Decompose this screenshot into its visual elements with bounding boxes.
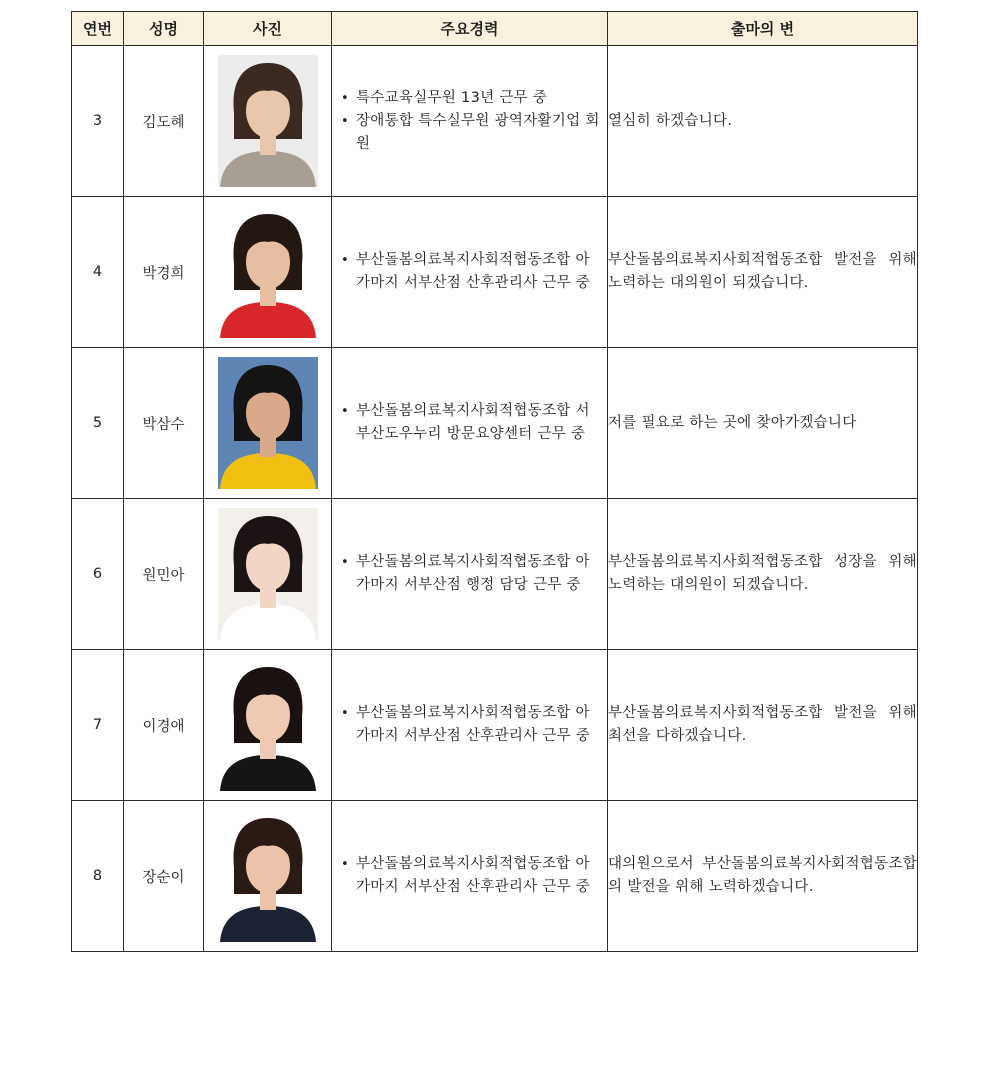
candidate-photo-cell [204, 197, 332, 348]
career-item: • 부산돌봄의료복지사회적협동조합 아가마지 서부산점 산후관리사 근무 중 [340, 249, 601, 295]
header-name: 성명 [124, 12, 204, 46]
career-item: • 부산돌봄의료복지사회적협동조합 아가마지 서부산점 산후관리사 근무 중 [340, 853, 601, 899]
table-row [72, 197, 918, 348]
candidate-statement: 부산돌봄의료복지사회적협동조합 발전을 위해 노력하는 대의원이 되겠습니다. [608, 197, 918, 348]
candidate-photo-cell [204, 46, 332, 197]
candidate-career [332, 197, 608, 348]
candidate-career [332, 650, 608, 801]
candidate-photo-cell [204, 801, 332, 952]
table-body [72, 46, 918, 952]
table-row [72, 46, 918, 197]
candidate-table [71, 11, 918, 952]
candidate-photo [218, 810, 318, 942]
candidate-statement: 부산돌봄의료복지사회적협동조합 성장을 위해 노력하는 대의원이 되겠습니다. [608, 499, 918, 650]
career-list [332, 702, 607, 748]
candidate-statement: 열심히 하겠습니다. [608, 46, 918, 197]
header-number: 연번 [72, 12, 124, 46]
header-career: 주요경력 [332, 12, 608, 46]
candidate-statement: 대의원으로서 부산돌봄의료복지사회적협동조합의 발전을 위해 노력하겠습니다. [608, 801, 918, 952]
career-item: • 장애통합 특수실무원 광역자활기업 회원 [340, 110, 601, 156]
candidate-number: 8 [72, 801, 124, 952]
table-header-row [72, 12, 918, 46]
candidate-number: 5 [72, 348, 124, 499]
candidate-career [332, 499, 608, 650]
candidate-statement: 저를 필요로 하는 곳에 찾아가겠습니다 [608, 348, 918, 499]
table-row [72, 801, 918, 952]
candidate-number: 6 [72, 499, 124, 650]
candidate-career [332, 348, 608, 499]
candidate-number: 4 [72, 197, 124, 348]
career-list [332, 551, 607, 597]
header-statement: 출마의 변 [608, 12, 918, 46]
table-row [72, 650, 918, 801]
candidate-name: 김도혜 [124, 46, 204, 197]
candidate-photo-cell [204, 348, 332, 499]
career-list [332, 400, 607, 446]
career-item: • 특수교육실무원 13년 근무 중 [340, 87, 601, 110]
career-item: • 부산돌봄의료복지사회적협동조합 서부산도우누리 방문요양센터 근무 중 [340, 400, 601, 446]
candidate-name: 원민아 [124, 499, 204, 650]
table-row [72, 348, 918, 499]
candidate-photo-cell [204, 499, 332, 650]
candidate-photo [218, 206, 318, 338]
career-list [332, 853, 607, 899]
candidate-career [332, 46, 608, 197]
career-list [332, 249, 607, 295]
candidate-photo-cell [204, 650, 332, 801]
candidate-photo [218, 508, 318, 640]
candidate-number: 7 [72, 650, 124, 801]
candidate-photo [218, 55, 318, 187]
candidate-statement: 부산돌봄의료복지사회적협동조합 발전을 위해 최선을 다하겠습니다. [608, 650, 918, 801]
table-row [72, 499, 918, 650]
career-item: • 부산돌봄의료복지사회적협동조합 아가마지 서부산점 산후관리사 근무 중 [340, 702, 601, 748]
candidate-photo [218, 659, 318, 791]
career-item: • 부산돌봄의료복지사회적협동조합 아가마지 서부산점 행정 담당 근무 중 [340, 551, 601, 597]
career-list [332, 87, 607, 156]
candidate-name: 장순이 [124, 801, 204, 952]
candidate-name: 이경애 [124, 650, 204, 801]
candidate-number: 3 [72, 46, 124, 197]
header-photo: 사진 [204, 12, 332, 46]
candidate-name: 박경희 [124, 197, 204, 348]
candidate-name: 박삼수 [124, 348, 204, 499]
candidate-photo [218, 357, 318, 489]
candidate-career [332, 801, 608, 952]
